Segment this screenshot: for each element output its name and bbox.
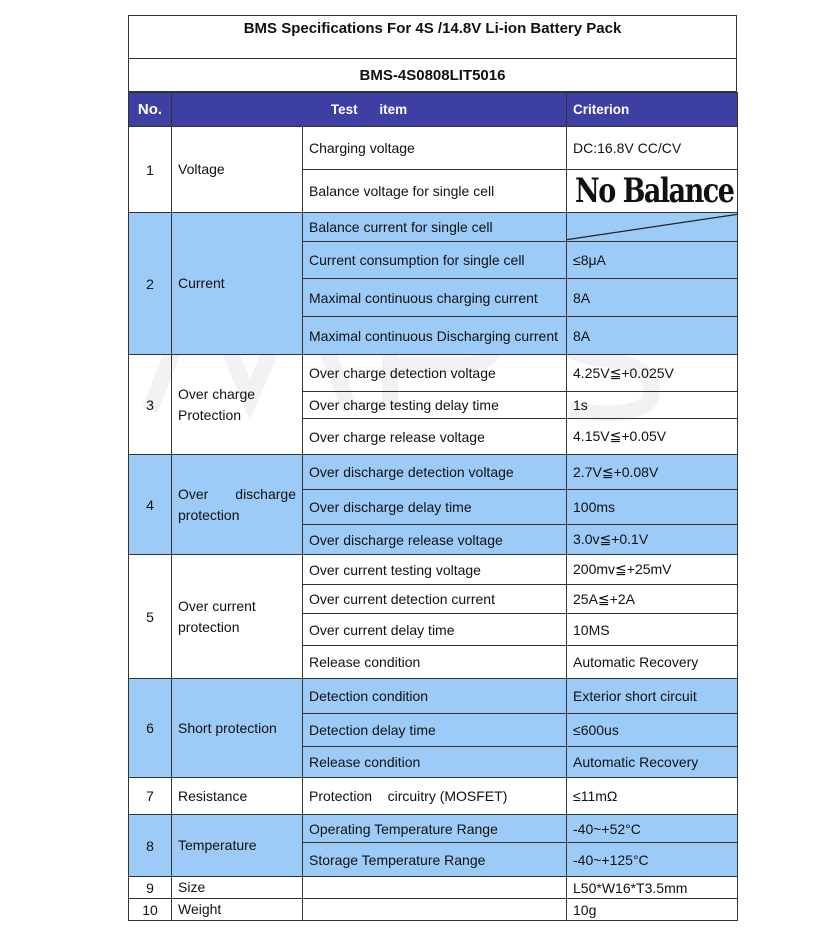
table-row [129,899,738,921]
group-name: Over current protection [172,555,303,679]
test-item-empty [303,877,567,899]
document-title: BMS Specifications For 4S /14.8V Li-ion Battery Pack [128,15,737,58]
test-item: Current consumption for single cell [303,242,567,279]
criterion-value: L50*W16*T3.5mm [567,877,738,899]
criterion-value: Exterior short circuit [567,679,738,714]
row-number: 3 [129,355,172,455]
row-number: 2 [129,213,172,355]
criterion-value: -40~+125°C [567,843,738,877]
group-name: Size [172,877,303,899]
test-item: Over discharge delay time [303,490,567,525]
group-name: Weight [172,899,303,921]
test-item-empty [303,899,567,921]
diagonal-line [567,213,737,241]
group-name: Short protection [172,679,303,778]
test-item: Over charge release voltage [303,419,567,455]
group-name: Over charge Protection [172,355,303,455]
group-name: Voltage [172,127,303,213]
test-item: Balance current for single cell [303,213,567,242]
spec-table [128,92,738,921]
row-number: 10 [129,899,172,921]
table-row [129,877,738,899]
no-balance-stamp: No Balance [575,171,734,211]
criterion-value: Automatic Recovery [567,646,738,679]
table-row [129,679,738,714]
test-item: Release condition [303,646,567,679]
table-row [129,815,738,843]
test-item: Storage Temperature Range [303,843,567,877]
test-item: Protection circuitry (MOSFET) [303,778,567,815]
test-item: Balance voltage for single cell [303,170,567,213]
table-row [129,778,738,815]
criterion-value: 100ms [567,490,738,525]
header-criterion: Criterion [567,93,738,127]
test-item: Over discharge detection voltage [303,455,567,490]
test-item: Over charge testing delay time [303,392,567,419]
test-item: Over discharge release voltage [303,525,567,555]
test-item: Operating Temperature Range [303,815,567,843]
criterion-value: -40~+52°C [567,815,738,843]
test-item: Over current testing voltage [303,555,567,585]
model-number: BMS-4S0808LIT5016 [128,58,737,92]
criterion-value: 1s [567,392,738,419]
test-item: Over current delay time [303,614,567,646]
criterion-value: 4.15V≦+0.05V [567,419,738,455]
row-number: 6 [129,679,172,778]
criterion-value: 2.7V≦+0.08V [567,455,738,490]
criterion-value: 8A [567,279,738,317]
table-row [129,127,738,170]
criterion-value: Automatic Recovery [567,747,738,778]
criterion-value: ≤600us [567,714,738,747]
row-number: 7 [129,778,172,815]
test-item: Charging voltage [303,127,567,170]
criterion-value: 3.0v≦+0.1V [567,525,738,555]
criterion-value: 10MS [567,614,738,646]
group-name-text: Over discharge protection [178,485,296,523]
criterion-not-applicable [567,213,738,242]
test-item: Over charge detection voltage [303,355,567,392]
table-row [129,213,738,242]
group-name: Current [172,213,303,355]
group-name: Temperature [172,815,303,877]
criterion-value: ≤11mΩ [567,778,738,815]
row-number: 4 [129,455,172,555]
table-row [129,455,738,490]
criterion-value: 25A≦+2A [567,585,738,614]
test-item: Maximal continuous Discharging current [303,317,567,355]
criterion-value: DC:16.8V CC/CV [567,127,738,170]
group-name: Resistance [172,778,303,815]
header-no: No. [129,93,172,127]
test-item: Release condition [303,747,567,778]
criterion-value: 10g [567,899,738,921]
group-name [172,455,303,555]
row-number: 8 [129,815,172,877]
table-row [129,555,738,585]
row-number: 5 [129,555,172,679]
test-item: Detection delay time [303,714,567,747]
test-item: Over current detection current [303,585,567,614]
test-item: Maximal continuous charging current [303,279,567,317]
criterion-value: 8A [567,317,738,355]
header-test-item: Test item [172,93,567,127]
criterion-value: 200mv≦+25mV [567,555,738,585]
row-number: 9 [129,877,172,899]
criterion-value [567,170,738,213]
criterion-value: 4.25V≦+0.025V [567,355,738,392]
table-header [129,93,738,127]
table-row [129,355,738,392]
test-item: Detection condition [303,679,567,714]
spec-sheet [128,15,737,921]
row-number: 1 [129,127,172,213]
criterion-value: ≤8μA [567,242,738,279]
